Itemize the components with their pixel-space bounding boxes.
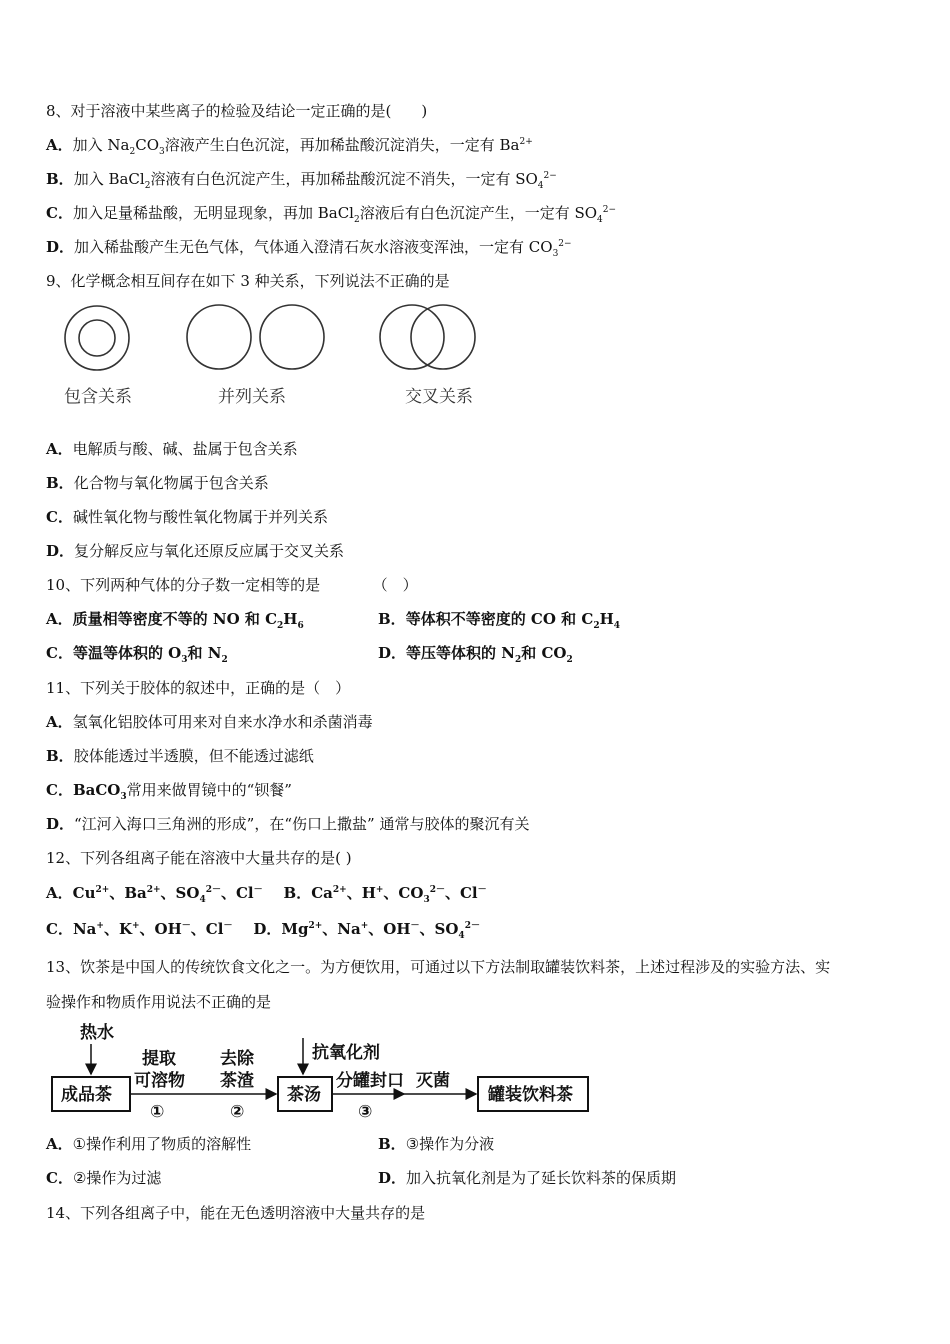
q12-options-ab (46, 882, 487, 904)
q12-option-c: C．Na+、K+、OH－、Cl－ (46, 920, 233, 938)
flow-antioxidant: 抗氧化剂 (312, 1043, 380, 1063)
q8-stem: 8、对于溶液中某些离子的检验及结论一定正确的是( ) (46, 102, 428, 120)
flow-step1-top2: 可溶物 (134, 1071, 185, 1091)
relation-diagram (55, 300, 495, 380)
q11-option-a: A．氢氧化铝胶体可用来对自来水净水和杀菌消毒 (46, 713, 373, 731)
q13-option-a: A．①操作利用了物质的溶解性 (46, 1135, 252, 1153)
flow-box3: 罐装饮料茶 (488, 1085, 573, 1105)
flow-step3-num: ③ (358, 1102, 373, 1122)
q11-option-b: B．胶体能透过半透膜，但不能透过滤纸 (46, 747, 314, 765)
q9-stem: 9、化学概念相互间存在如下 3 种关系，下列说法不正确的是 (46, 272, 450, 290)
contain-outer-circle (65, 306, 129, 370)
flow-step2-top2: 茶渣 (220, 1071, 254, 1091)
contain-inner-circle (79, 320, 115, 356)
q12-option-a: A．$Cu^{2+}$、$Ba^{2+}$、$SO_4^{2-}$、Cl－ (46, 884, 263, 905)
q13-option-b: B．③操作为分液 (378, 1135, 495, 1153)
label-parallel: 并列关系 (218, 387, 286, 407)
q8-option-a: A．加入 $Na_2CO_3$溶液产生白色沉淀，再加稀盐酸沉淀消失，一定有 $Ba^{2+}$ (46, 136, 533, 157)
q9-option-b: B．化合物与氧化物属于包含关系 (46, 474, 269, 492)
flow-step2-top1: 去除 (220, 1049, 254, 1069)
q10-stem: 10、下列两种气体的分子数一定相等的是 （ ） (46, 576, 418, 594)
q11-option-d: D．“江河入海口三角洲的形成”，在“伤口上撒盐” 通常与胶体的聚沉有关 (46, 815, 530, 833)
q14-stem: 14、下列各组离子中，能在无色透明溶液中大量共存的是 (46, 1204, 426, 1222)
flow-hot-water: 热水 (80, 1023, 114, 1043)
cross-left-circle (380, 305, 444, 369)
flow-box2: 茶汤 (287, 1085, 321, 1105)
flow-step2-num: ② (230, 1102, 245, 1122)
q9-option-c: C．碱性氧化物与酸性氧化物属于并列关系 (46, 508, 328, 526)
q8-option-d: D．加入稀盐酸产生无色气体，气体通入澄清石灰水溶液变浑浊，一定有 $CO_3^{2-}$ (46, 238, 572, 259)
flow-box1: 成品茶 (61, 1085, 112, 1105)
q10-option-c: C．等温等体积的 $O_3$和 $N_2$ (46, 644, 228, 665)
parallel-right-circle (260, 305, 324, 369)
q12-option-d: D．$Mg^{2+}$、Na+、OH－、$SO_4^{2-}$ (253, 920, 480, 941)
q8-option-b: B．加入 BaCl$_2$溶液有白色沉淀产生，再加稀盐酸沉淀不消失，一定有 $SO_4^{2-}$ (46, 170, 557, 191)
flow-step1-top1: 提取 (142, 1049, 176, 1069)
q13-option-d: D．加入抗氧化剂是为了延长饮料茶的保质期 (378, 1169, 677, 1187)
q8-option-c: C．加入足量稀盐酸，无明显现象，再加 BaCl$_2$溶液后有白色沉淀产生，一定有 $SO_4^{2-}$ (46, 204, 617, 225)
label-contain: 包含关系 (64, 387, 132, 407)
q13-stem-line2: 验操作和物质作用说法不正确的是 (46, 993, 272, 1011)
q10-option-b: B．等体积不等密度的 CO 和 $C_2H_4$ (378, 610, 621, 631)
tea-flow-diagram (44, 1020, 604, 1125)
q9-option-a: A．电解质与酸、碱、盐属于包含关系 (46, 440, 298, 458)
q12-option-b: B．$Ca^{2+}$、H+、$CO_3^{2-}$、Cl－ (283, 884, 487, 905)
q11-option-c: C．BaCO$_3$常用来做胃镜中的“钡餐” (46, 781, 292, 802)
q11-stem: 11、下列关于胶体的叙述中，正确的是（ ） (46, 679, 351, 697)
q12-stem: 12、下列各组离子能在溶液中大量共存的是( ) (46, 849, 352, 867)
q13-option-c: C．②操作为过滤 (46, 1169, 162, 1187)
parallel-left-circle (187, 305, 251, 369)
label-cross: 交叉关系 (405, 387, 473, 407)
flow-step1-num: ① (150, 1102, 165, 1122)
flow-step3-top: 分罐封口 (336, 1071, 404, 1091)
q10-option-a: A．质量相等密度不等的 NO 和 $C_2H_6$ (46, 610, 304, 631)
flow-step4-top: 灭菌 (416, 1071, 450, 1091)
q12-options-cd (46, 918, 480, 940)
cross-right-circle (411, 305, 475, 369)
q13-stem-line1: 13、饮茶是中国人的传统饮食文化之一。为方便饮用，可通过以下方法制取罐装饮料茶，上述过程涉及的实验方法、实 (46, 958, 831, 976)
q10-option-d: D．等压等体积的 $N_2$和 $CO_2$ (378, 644, 573, 665)
q9-option-d: D．复分解反应与氧化还原反应属于交叉关系 (46, 542, 345, 560)
